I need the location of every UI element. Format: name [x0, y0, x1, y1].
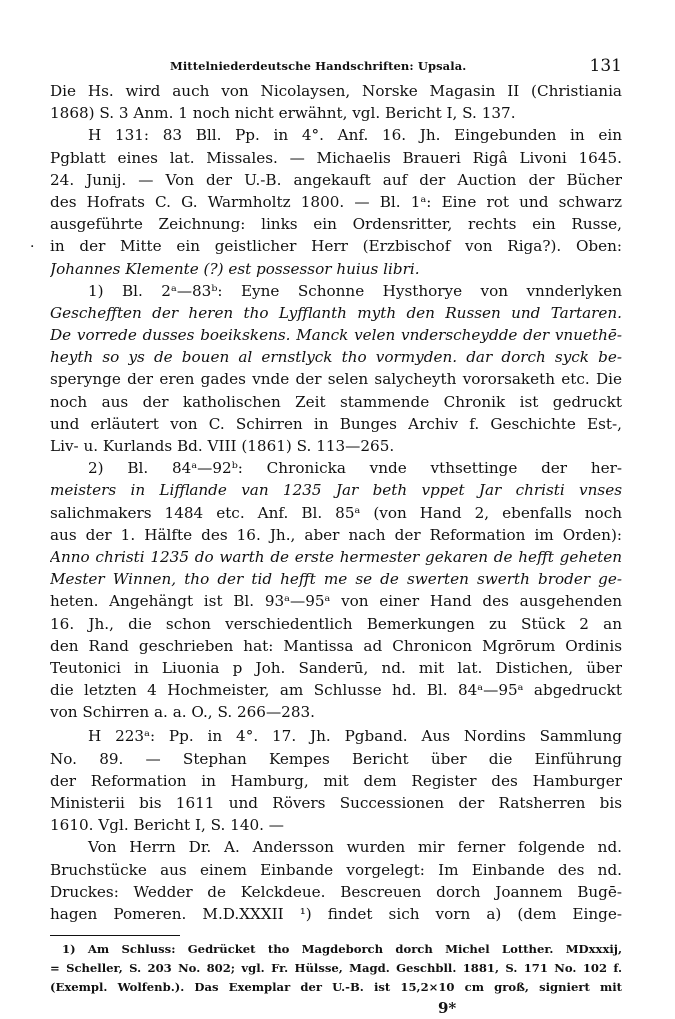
footnotes: [50, 940, 622, 997]
footnote-line: = Scheller, S. 203 No. 802; vgl. Fr. Hülsse, Magd. Geschbll. 1881, S. 171 No. 102 f.: [50, 961, 622, 976]
text-line: Pgblatt eines lat. Missales. — Michaelis Braueri Rigâ Livoni 1645.: [50, 148, 622, 167]
text-line: der Reformation in Hamburg, mit dem Register des Hamburger: [50, 771, 622, 790]
text-line: heten. Angehängt ist Bl. 93ᵃ—95ᵃ von einer Hand des ausgehenden: [50, 592, 622, 611]
text-line: hagen Pomeren. M.D.XXXII ¹) findet sich vorn a) (dem Einge-: [50, 904, 622, 923]
text-line: des Hofrats C. G. Warmholtz 1800. — Bl. 1ᵃ: Eine rot und schwarz: [50, 192, 622, 211]
text-line: und erläutert von C. Schirren in Bunges Archiv f. Geschichte Est-,: [50, 414, 622, 433]
text-line: 1868) S. 3 Anm. 1 noch nicht erwähnt, vgl. Bericht I, S. 137.: [50, 104, 516, 123]
footnote-rule: [50, 935, 180, 936]
body-text: [50, 80, 622, 925]
running-head-title: Mittelniederdeutsche Handschriften: Upsala.: [170, 59, 467, 73]
text-line: meisters in Lifflande van 1235 Jar beth vppet Jar christi vnses: [50, 481, 622, 500]
text-line: ausgeführte Zeichnung: links ein Ordensritter, rechts ein Russe,: [50, 215, 622, 234]
text-line: Druckes: Wedder de Kelckdeue. Bescreuen dorch Joannem Bugē-: [50, 882, 622, 901]
text-line: H 223ᵃ: Pp. in 4°. 17. Jh. Pgband. Aus Nordins Sammlung: [88, 727, 622, 746]
text-line: Anno christi 1235 do warth de erste hermester gekaren de hefft geheten: [50, 547, 622, 566]
text-line: 2) Bl. 84ᵃ—92ᵇ: Chronicka vnde vthsettinge der her-: [88, 459, 622, 478]
text-line: Die Hs. wird auch von Nicolaysen, Norske Magasin II (Christiania: [50, 82, 622, 100]
text-line: Liv- u. Kurlands Bd. VIII (1861) S. 113—265.: [50, 437, 395, 455]
text-line: H 131: 83 Bll. Pp. in 4°. Anf. 16. Jh. Eingebunden in ein: [88, 126, 622, 145]
signature-mark: 9*: [438, 999, 457, 1018]
document-page: [50, 56, 622, 1019]
footnote-line: 1) Am Schluss: Gedrücket tho Magdeborch dorch Michel Lotther. MDxxxij,: [62, 942, 622, 957]
text-line: Geschefften der heren tho Lyfflanth myth den Russen und Tartaren.: [50, 303, 622, 322]
text-line: von Schirren a. a. O., S. 266—283.: [50, 703, 315, 722]
page-number: 131: [589, 56, 622, 76]
text-line: Teutonici in Liuonia p Joh. Sanderū, nd. mit lat. Distichen, über: [50, 658, 622, 677]
text-line: salichmakers 1484 etc. Anf. Bl. 85ᵃ (von Hand 2, ebenfalls noch: [50, 503, 622, 522]
text-line: 16. Jh., die schon verschiedentlich Bemerkungen zu Stück 2 an: [50, 614, 622, 633]
text-line: den Rand geschrieben hat: Mantissa ad Chronicon Mgrōrum Ordinis: [50, 636, 622, 655]
margin-dot-mark: ·: [30, 239, 35, 255]
text-line: Bruchstücke aus einem Einbande vorgelegt: Im Einbande des nd.: [50, 860, 622, 879]
text-line: 1610. Vgl. Bericht I, S. 140. —: [50, 816, 284, 835]
footnote-line: (Exempl. Wolfenb.). Das Exemplar der U.-B. ist 15,2×10 cm groß, signiert mit: [50, 980, 622, 995]
text-line: 1) Bl. 2ᵃ—83ᵇ: Eyne Schonne Hysthorye von vnnderlyken: [88, 281, 622, 300]
text-line: noch aus der katholischen Zeit stammende Chronik ist gedruckt: [50, 392, 622, 411]
text-line: De vorrede dusses boeikskens. Manck velen vnderscheydde der vnuethē-: [50, 326, 622, 345]
text-line: aus der 1. Hälfte des 16. Jh., aber nach der Reformation im Orden):: [50, 525, 622, 544]
text-line: No. 89. — Stephan Kempes Bericht über die Einführung: [50, 749, 622, 768]
running-head: [50, 56, 622, 80]
text-line: heyth so ys de bouen al ernstlyck tho vormyden. dar dorch syck be-: [50, 348, 622, 367]
text-line: Mester Winnen, tho der tid hefft me se de swerten swerth broder ge-: [50, 570, 622, 589]
text-line: Ministerii bis 1611 und Rövers Successionen der Ratsherren bis: [50, 794, 622, 812]
text-line: 24. Junij. — Von der U.-B. angekauft auf der Auction der Bücher: [50, 170, 622, 189]
text-line: Johannes Klemente (?) est possessor huius libri.: [50, 259, 420, 278]
text-line: sperynge der eren gades vnde der selen salycheyth vororsaketh etc. Die: [50, 370, 622, 389]
text-line: die letzten 4 Hochmeister, am Schlusse hd. Bl. 84ᵃ—95ᵃ abgedruckt: [50, 681, 622, 700]
text-line: in der Mitte ein geistlicher Herr (Erzbischof von Riga?). Oben:: [50, 237, 622, 256]
text-line: Von Herrn Dr. A. Andersson wurden mir ferner folgende nd.: [88, 838, 622, 857]
